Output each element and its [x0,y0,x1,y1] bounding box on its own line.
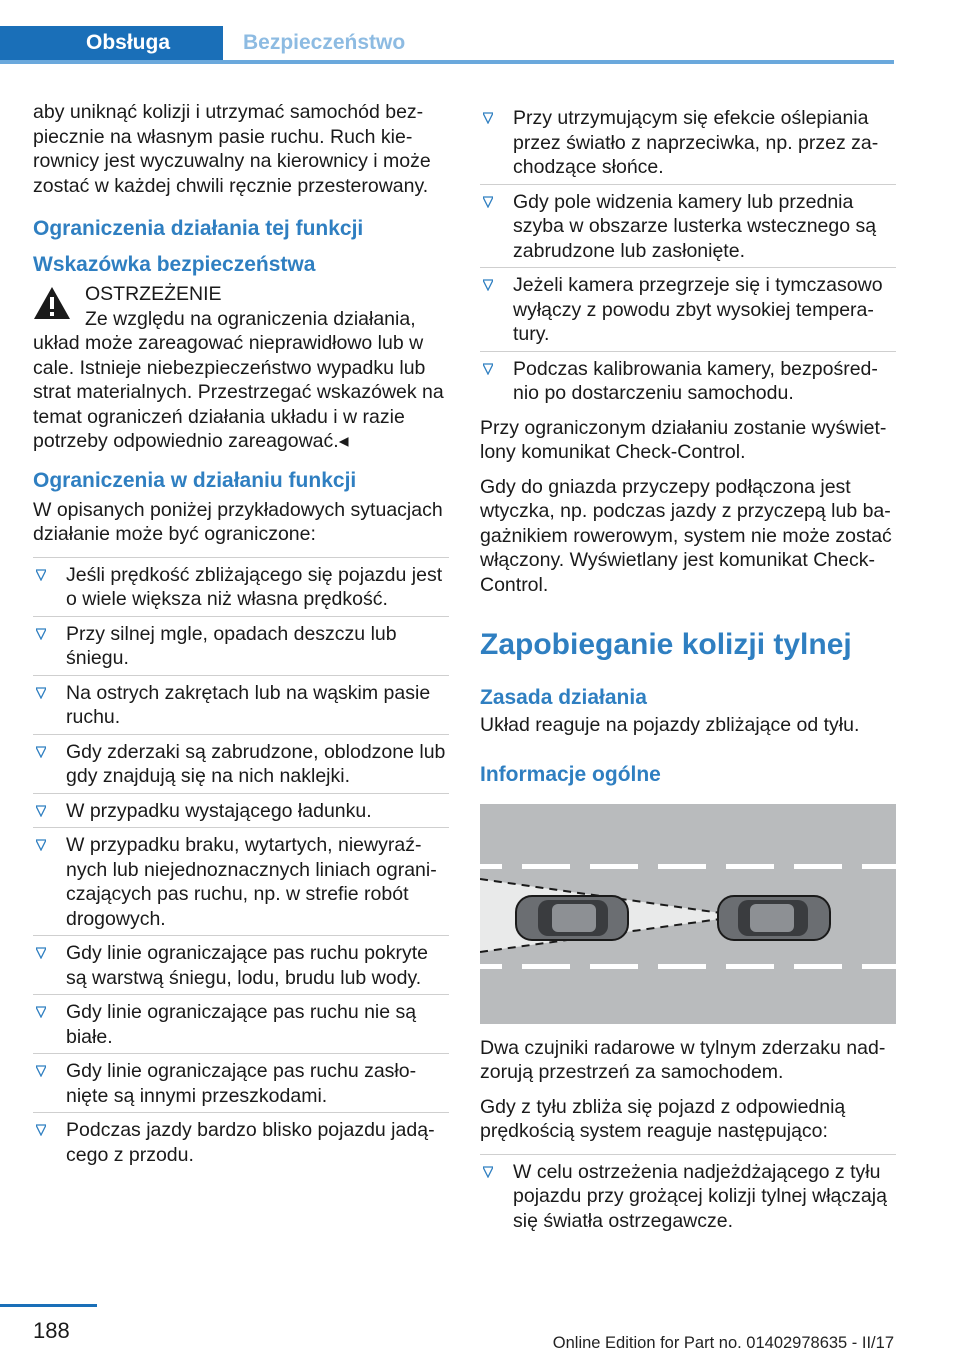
triangle-bullet-icon [483,112,493,124]
following-car-icon [516,896,628,940]
edition-note: Online Edition for Part no. 01402978635 - II/17 [552,1334,894,1352]
heading-limits: Ograniczenia działania tej funkcji [33,217,364,240]
approach-paragraph: Gdy z tyłu zbliża się pojazd z odpowiednią prędkością system reaguje następująco: [480,1095,846,1142]
tab-accent-strip [0,26,33,60]
right-column [480,100,896,1243]
triangle-bullet-icon [36,1006,46,1018]
sensors-paragraph: Dwa czujniki radarowe w tylnym zderzaku nadzorują przestrzeń za samochodem. [480,1036,886,1083]
list-item: Gdy linie ograniczające pas ruchu pokryte są warstwą śniegu, lodu, brudu lub wody. [33,941,449,990]
warning-triangle-icon [33,286,71,320]
triangle-bullet-icon [36,947,46,959]
triangle-bullet-icon [36,569,46,581]
list-item: Jeżeli kamera przegrzeje się i tymczasowo wyłączy z powodu zbyt wysokiej temperatury. [480,273,896,347]
heading-general-info: Informacje ogólne [480,762,661,786]
heading-principle: Zasada działania [480,686,647,709]
checkcontrol-paragraph: Przy ograniczonym działaniu zostanie wyświetlony komunikat Check-Control. [480,416,887,463]
tab-underline [0,60,894,64]
trailer-paragraph: Gdy do gniazda przyczepy podłączona jest wtyczka, np. podczas jazdy z przyczepą lub bagażnikiem rowerowym, system nie może zostać włączony. Wyświetlany jest komunikat Check-Control. [480,475,892,596]
list-item: Gdy zderzaki są zabrudzone, oblodzone lub gdy znajdują się na nich naklejki. [33,740,449,789]
left-column [33,100,449,1177]
section-title: Zapobieganie kolizji tylnej [480,628,852,661]
list-item: Na ostrych zakrętach lub na wąskim pasie ruchu. [33,681,449,730]
restrictions-list [33,563,449,1168]
chapter-tabs [0,0,960,72]
restrictions-intro: W opisanych poniżej przykładowych sytuacjach działanie może być ograniczone: [33,498,443,545]
principle-paragraph: Układ reaguje na pojazdy zbliżające od tyłu. [480,714,860,736]
list-item: W celu ostrzeżenia nadjeżdżającego z tyłu pojazdu przy grożącej kolizji tylnej włączają się światła ostrzegawcze. [480,1160,896,1234]
list-item: Gdy pole widzenia kamery lub przednia szyba w obszarze lusterka wstecznego są zabrudzone lub zasłonięte. [480,190,896,264]
triangle-bullet-icon [36,746,46,758]
road-diagram [480,804,896,1024]
camera-limits-list [480,106,896,406]
triangle-bullet-icon [483,1166,493,1178]
reaction-list [480,1160,896,1234]
triangle-bullet-icon [483,363,493,375]
footer-accent-line [0,1304,97,1307]
tab-obsluga[interactable]: Obsługa [33,26,223,60]
list-item: W przypadku braku, wytartych, niewyraźnych lub niejednoznacznych liniach ograniczających pas ruchu, np. w strefie robót drogowych. [33,833,449,931]
list-item: Gdy linie ograniczające pas ruchu nie są białe. [33,1000,449,1049]
triangle-bullet-icon [36,1065,46,1077]
list-item: Podczas jazdy bardzo blisko pojazdu jadącego z przodu. [33,1118,449,1167]
warning-block [33,282,449,454]
rear-collision-illustration [480,804,896,1024]
heading-restrictions: Ograniczenia w działaniu funkcji [33,468,357,492]
list-item: Przy utrzymującym się efekcie oślepiania przez światło z naprzeciwka, np. przez zachodzące słońce. [480,106,896,180]
warning-title: OSTRZEŻENIE [85,283,222,305]
list-item: Przy silnej mgle, opadach deszczu lub śniegu. [33,622,449,671]
page-number: 188 [33,1318,70,1343]
triangle-bullet-icon [36,628,46,640]
tab-bezpieczenstwo[interactable]: Bezpieczeństwo [243,31,406,54]
list-item: Jeśli prędkość zbliżającego się pojazdu jest o wiele większa niż własna prędkość. [33,563,449,612]
triangle-bullet-icon [36,839,46,851]
list-item: Podczas kalibrowania kamery, bezpośrednio po dostarczeniu samochodu. [480,357,896,406]
list-item: Gdy linie ograniczające pas ruchu zasłonięte są innymi przeszkodami. [33,1059,449,1108]
own-car-icon [718,896,830,940]
intro-paragraph: aby uniknąć kolizji i utrzymać samochód bezpiecznie na własnym pasie ruchu. Ruch kierownicy jest wyczuwalny na kierownicy i może zostać w każdej chwili ręcznie przesterowany. [33,101,431,197]
triangle-bullet-icon [483,196,493,208]
warning-text: Ze względu na ograniczenia działania, układ może zareagować nieprawidłowo lub w cale. Istnieje niebezpieczeństwo wypadku lub strat materialnych. Przestrzegać wskazówek na temat ograniczeń działania układu i w razie potrzeby odpowiednio zareagować.◂ [33,307,444,452]
triangle-bullet-icon [483,279,493,291]
triangle-bullet-icon [36,805,46,817]
list-item: W przypadku wystającego ładunku. [33,799,449,824]
triangle-bullet-icon [36,687,46,699]
triangle-bullet-icon [36,1124,46,1136]
heading-safety-note: Wskazówka bezpieczeństwa [33,253,316,276]
